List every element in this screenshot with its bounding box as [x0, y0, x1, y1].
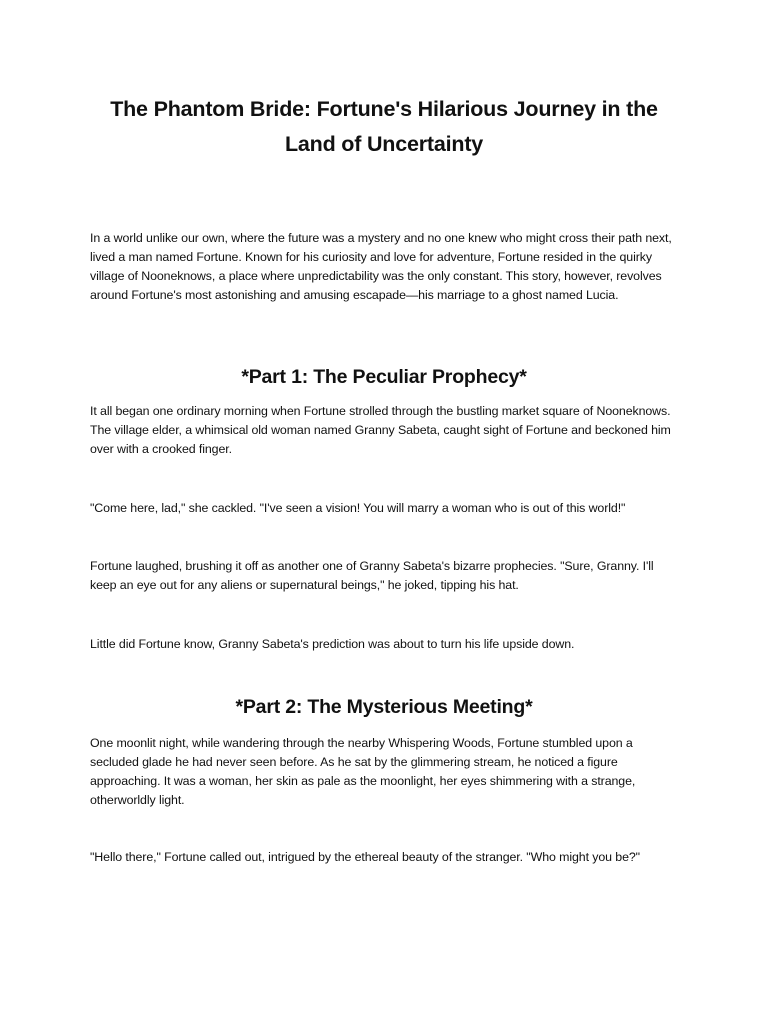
intro-paragraph: In a world unlike our own, where the future was a mystery and no one knew who might cross their path next, lived a man named Fortune. Known for his curiosity and love for adventure, Fortune resided in the quirky village of Nooneknows, a place where unpredictability was the only constant. This story, however, revolves around Fortune's most astonishing and amusing escapade—his marriage to a ghost named Lucia.	[90, 231, 672, 302]
part2-heading: *Part 2: The Mysterious Meeting*	[235, 696, 533, 718]
part2-paragraph-1: One moonlit night, while wandering through the nearby Whispering Woods, Fortune stumbled upon a secluded glade he had never seen before. As he sat by the glimmering stream, he noticed a figure approaching. It was a woman, her skin as pale as the moonlight, her eyes shimmering with a strange, otherworldly light.	[90, 736, 636, 807]
part1-paragraph-3: Fortune laughed, brushing it off as another one of Granny Sabeta's bizarre prophecies. "Sure, Granny. I'll keep an eye out for any aliens or supernatural beings," he joked, tipping his hat.	[90, 559, 654, 592]
document-title: The Phantom Bride: Fortune's Hilarious Journey in the Land of Uncertainty	[110, 97, 658, 156]
part1-paragraph-2: "Come here, lad," she cackled. "I've seen a vision! You will marry a woman who is out of this world!"	[90, 501, 626, 515]
part1-paragraph-4: Little did Fortune know, Granny Sabeta's prediction was about to turn his life upside down.	[90, 637, 575, 651]
part2-paragraph-2: "Hello there," Fortune called out, intrigued by the ethereal beauty of the stranger. "Who might you be?"	[90, 850, 640, 864]
part1-paragraph-1: It all began one ordinary morning when Fortune strolled through the bustling market square of Nooneknows. The village elder, a whimsical old woman named Granny Sabeta, caught sight of Fortune and beckoned him over with a crooked finger.	[90, 404, 671, 456]
part1-heading: *Part 1: The Peculiar Prophecy*	[241, 366, 527, 388]
